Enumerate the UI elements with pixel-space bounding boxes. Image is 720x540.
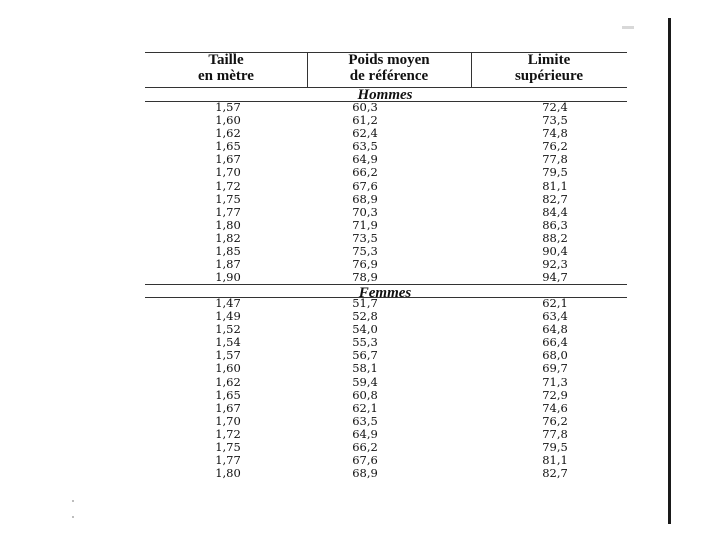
cell-taille: 1,67 [215, 400, 241, 415]
cell-taille: 1,67 [215, 152, 241, 167]
cell-limite-superieure: 94,7 [542, 270, 568, 285]
section-rows-hommes [145, 101, 627, 284]
cell-limite-superieure: 76,2 [542, 139, 568, 154]
cell-taille: 1,72 [215, 426, 241, 441]
header-poids-line1: Poids moyen [348, 52, 430, 68]
cell-poids-moyen: 71,9 [352, 217, 378, 232]
cell-poids-moyen: 62,1 [352, 400, 378, 415]
cell-limite-superieure: 77,8 [542, 152, 568, 167]
cell-poids-moyen: 59,4 [352, 374, 378, 389]
cell-taille: 1,72 [215, 178, 241, 193]
scan-speck [72, 500, 74, 502]
cell-taille: 1,60 [215, 361, 241, 376]
table-row [145, 219, 627, 232]
cell-limite-superieure: 71,3 [542, 374, 568, 389]
table-row [145, 415, 627, 428]
cell-poids-moyen: 68,9 [352, 466, 378, 481]
cell-taille: 1,49 [215, 309, 241, 324]
cell-taille: 1,57 [215, 100, 241, 114]
section-title-femmes: Femmes [358, 285, 412, 301]
cell-poids-moyen: 55,3 [352, 335, 378, 350]
header-taille-line1: Taille [208, 52, 244, 68]
cell-limite-superieure: 73,5 [542, 113, 568, 128]
cell-taille: 1,65 [215, 387, 241, 402]
cell-poids-moyen: 66,2 [352, 165, 378, 180]
cell-poids-moyen: 58,1 [352, 361, 378, 376]
cell-limite-superieure: 66,4 [542, 335, 568, 350]
table-row [145, 193, 627, 206]
header-limite-line1: Limite [527, 52, 571, 68]
cell-poids-moyen: 60,3 [352, 100, 378, 114]
table-row [145, 206, 627, 219]
cell-limite-superieure: 82,7 [542, 191, 568, 206]
cell-taille: 1,90 [215, 270, 241, 285]
cell-taille: 1,70 [215, 165, 241, 180]
cell-limite-superieure: 88,2 [542, 230, 568, 245]
cell-limite-superieure: 84,4 [542, 204, 568, 219]
cell-taille: 1,85 [215, 244, 241, 259]
weight-reference-table [145, 0, 627, 540]
cell-limite-superieure: 69,7 [542, 361, 568, 376]
cell-limite-superieure: 72,4 [542, 100, 568, 114]
table-row [145, 271, 627, 284]
cell-limite-superieure: 72,9 [542, 387, 568, 402]
cell-poids-moyen: 64,9 [352, 426, 378, 441]
cell-taille: 1,47 [215, 296, 241, 310]
cell-poids-moyen: 54,0 [352, 322, 378, 337]
cell-limite-superieure: 64,8 [542, 322, 568, 337]
scan-speck [72, 516, 74, 518]
cell-taille: 1,80 [215, 466, 241, 481]
cell-limite-superieure: 81,1 [542, 178, 568, 193]
cell-limite-superieure: 63,4 [542, 309, 568, 324]
header-taille [145, 52, 307, 86]
cell-limite-superieure: 74,8 [542, 126, 568, 141]
cell-poids-moyen: 70,3 [352, 204, 378, 219]
cell-limite-superieure: 62,1 [542, 296, 568, 310]
cell-taille: 1,80 [215, 217, 241, 232]
cell-taille: 1,75 [215, 440, 241, 455]
cell-poids-moyen: 68,9 [352, 191, 378, 206]
table-row [145, 389, 627, 402]
cell-taille: 1,54 [215, 335, 241, 350]
cell-limite-superieure: 77,8 [542, 426, 568, 441]
cell-poids-moyen: 61,2 [352, 113, 378, 128]
cell-taille: 1,77 [215, 453, 241, 468]
table-row [145, 362, 627, 375]
cell-limite-superieure: 92,3 [542, 257, 568, 272]
header-taille-line2: en mètre [198, 68, 254, 84]
cell-poids-moyen: 73,5 [352, 230, 378, 245]
cell-taille: 1,52 [215, 322, 241, 337]
cell-taille: 1,75 [215, 191, 241, 206]
cell-poids-moyen: 67,6 [352, 178, 378, 193]
cell-poids-moyen: 66,2 [352, 440, 378, 455]
cell-limite-superieure: 82,7 [542, 466, 568, 481]
table-row [145, 180, 627, 193]
table-row [145, 402, 627, 415]
cell-taille: 1,60 [215, 113, 241, 128]
cell-taille: 1,82 [215, 230, 241, 245]
cell-limite-superieure: 79,5 [542, 440, 568, 455]
cell-poids-moyen: 64,9 [352, 152, 378, 167]
cell-limite-superieure: 74,6 [542, 400, 568, 415]
header-poids [307, 52, 471, 86]
cell-taille: 1,77 [215, 204, 241, 219]
cell-taille: 1,57 [215, 348, 241, 363]
cell-poids-moyen: 76,9 [352, 257, 378, 272]
cell-poids-moyen: 63,5 [352, 413, 378, 428]
cell-poids-moyen: 60,8 [352, 387, 378, 402]
table-row [145, 166, 627, 179]
cell-limite-superieure: 90,4 [542, 244, 568, 259]
cell-taille: 1,62 [215, 126, 241, 141]
cell-taille: 1,87 [215, 257, 241, 272]
cell-poids-moyen: 51,7 [352, 296, 378, 310]
header-limite-line2: supérieure [514, 68, 584, 84]
header-limite [471, 52, 627, 86]
cell-limite-superieure: 76,2 [542, 413, 568, 428]
header-poids-line2: de référence [349, 68, 429, 84]
cell-limite-superieure: 79,5 [542, 165, 568, 180]
table-row [145, 376, 627, 389]
cell-limite-superieure: 68,0 [542, 348, 568, 363]
cell-poids-moyen: 78,9 [352, 270, 378, 285]
cell-poids-moyen: 75,3 [352, 244, 378, 259]
section-title-hommes: Hommes [357, 87, 413, 103]
cell-limite-superieure: 81,1 [542, 453, 568, 468]
page-edge-line [668, 18, 671, 524]
cell-poids-moyen: 62,4 [352, 126, 378, 141]
cell-taille: 1,62 [215, 374, 241, 389]
cell-poids-moyen: 63,5 [352, 139, 378, 154]
cell-poids-moyen: 52,8 [352, 309, 378, 324]
cell-taille: 1,70 [215, 413, 241, 428]
cell-poids-moyen: 67,6 [352, 453, 378, 468]
section-rows-femmes [145, 297, 627, 480]
cell-poids-moyen: 56,7 [352, 348, 378, 363]
cell-limite-superieure: 86,3 [542, 217, 568, 232]
cell-taille: 1,65 [215, 139, 241, 154]
table-row [145, 467, 627, 480]
